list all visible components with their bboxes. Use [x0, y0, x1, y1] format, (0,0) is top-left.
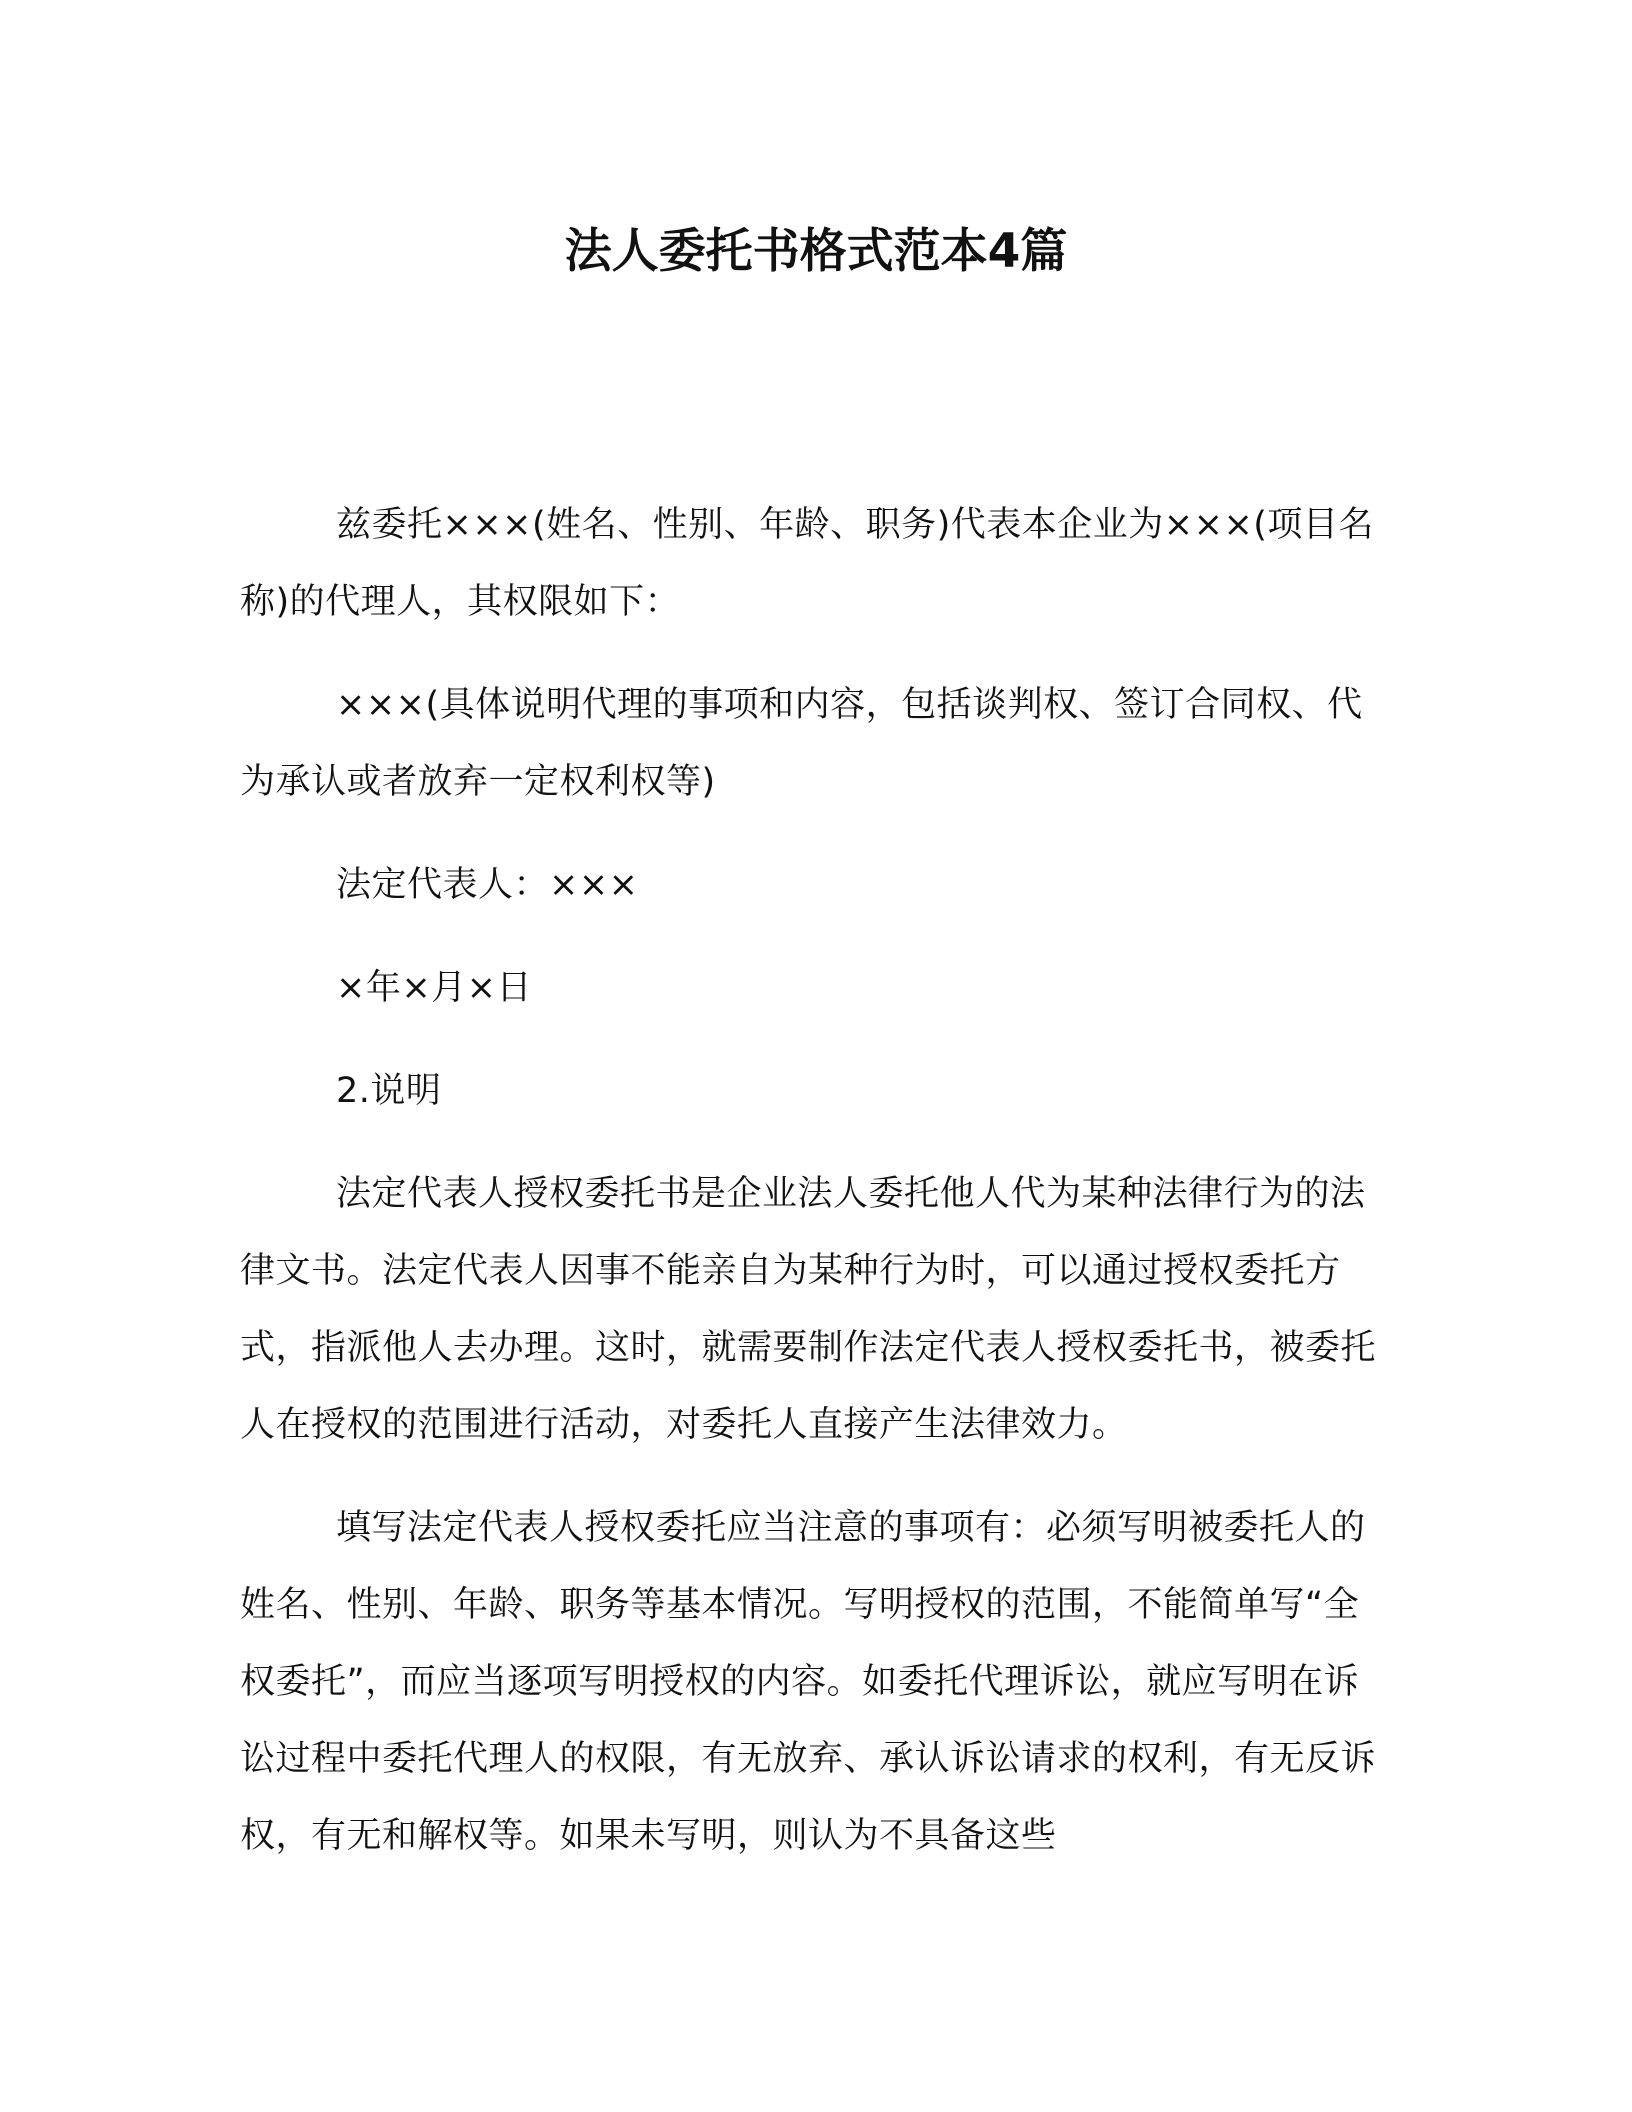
paragraph-date: ×年×月×日	[336, 968, 532, 1008]
paragraph-scope: ×××(具体说明代理的事项和内容，包括谈判权、签订合同权、代为承认或者放弃一定权利权等)	[240, 685, 1363, 802]
paragraph-notes: 填写法定代表人授权委托应当注意的事项有：必须写明被委托人的姓名、性别、年龄、职务等基本情况。写明授权的范围，不能简单写“全权委托”，而应当逐项写明授权的内容。如委托代理诉讼，就应写明在诉讼过程中委托代理人的权限，有无放弃、承认诉讼请求的权利，有无反诉权，有无和解权等。如果未写明，则认为不具备这些	[240, 1508, 1377, 1856]
document-title: 法人委托书格式范本4篇	[564, 224, 1068, 279]
paragraph-legal-representative: 法定代表人：×××	[336, 865, 639, 905]
paragraph-explanation: 法定代表人授权委托书是企业法人委托他人代为某种法律行为的法律文书。法定代表人因事不能亲自为某种行为时，可以通过授权委托方式，指派他人去办理。这时，就需要制作法定代表人授权委托书，被委托人在授权的范围进行活动，对委托人直接产生法律效力。	[240, 1174, 1377, 1445]
paragraph-authorization: 兹委托×××(姓名、性别、年龄、职务)代表本企业为×××(项目名称)的代理人，其权限如下：	[240, 505, 1374, 622]
document-body	[240, 487, 1380, 1901]
section-heading-explanation: 2.说明	[336, 1071, 442, 1111]
